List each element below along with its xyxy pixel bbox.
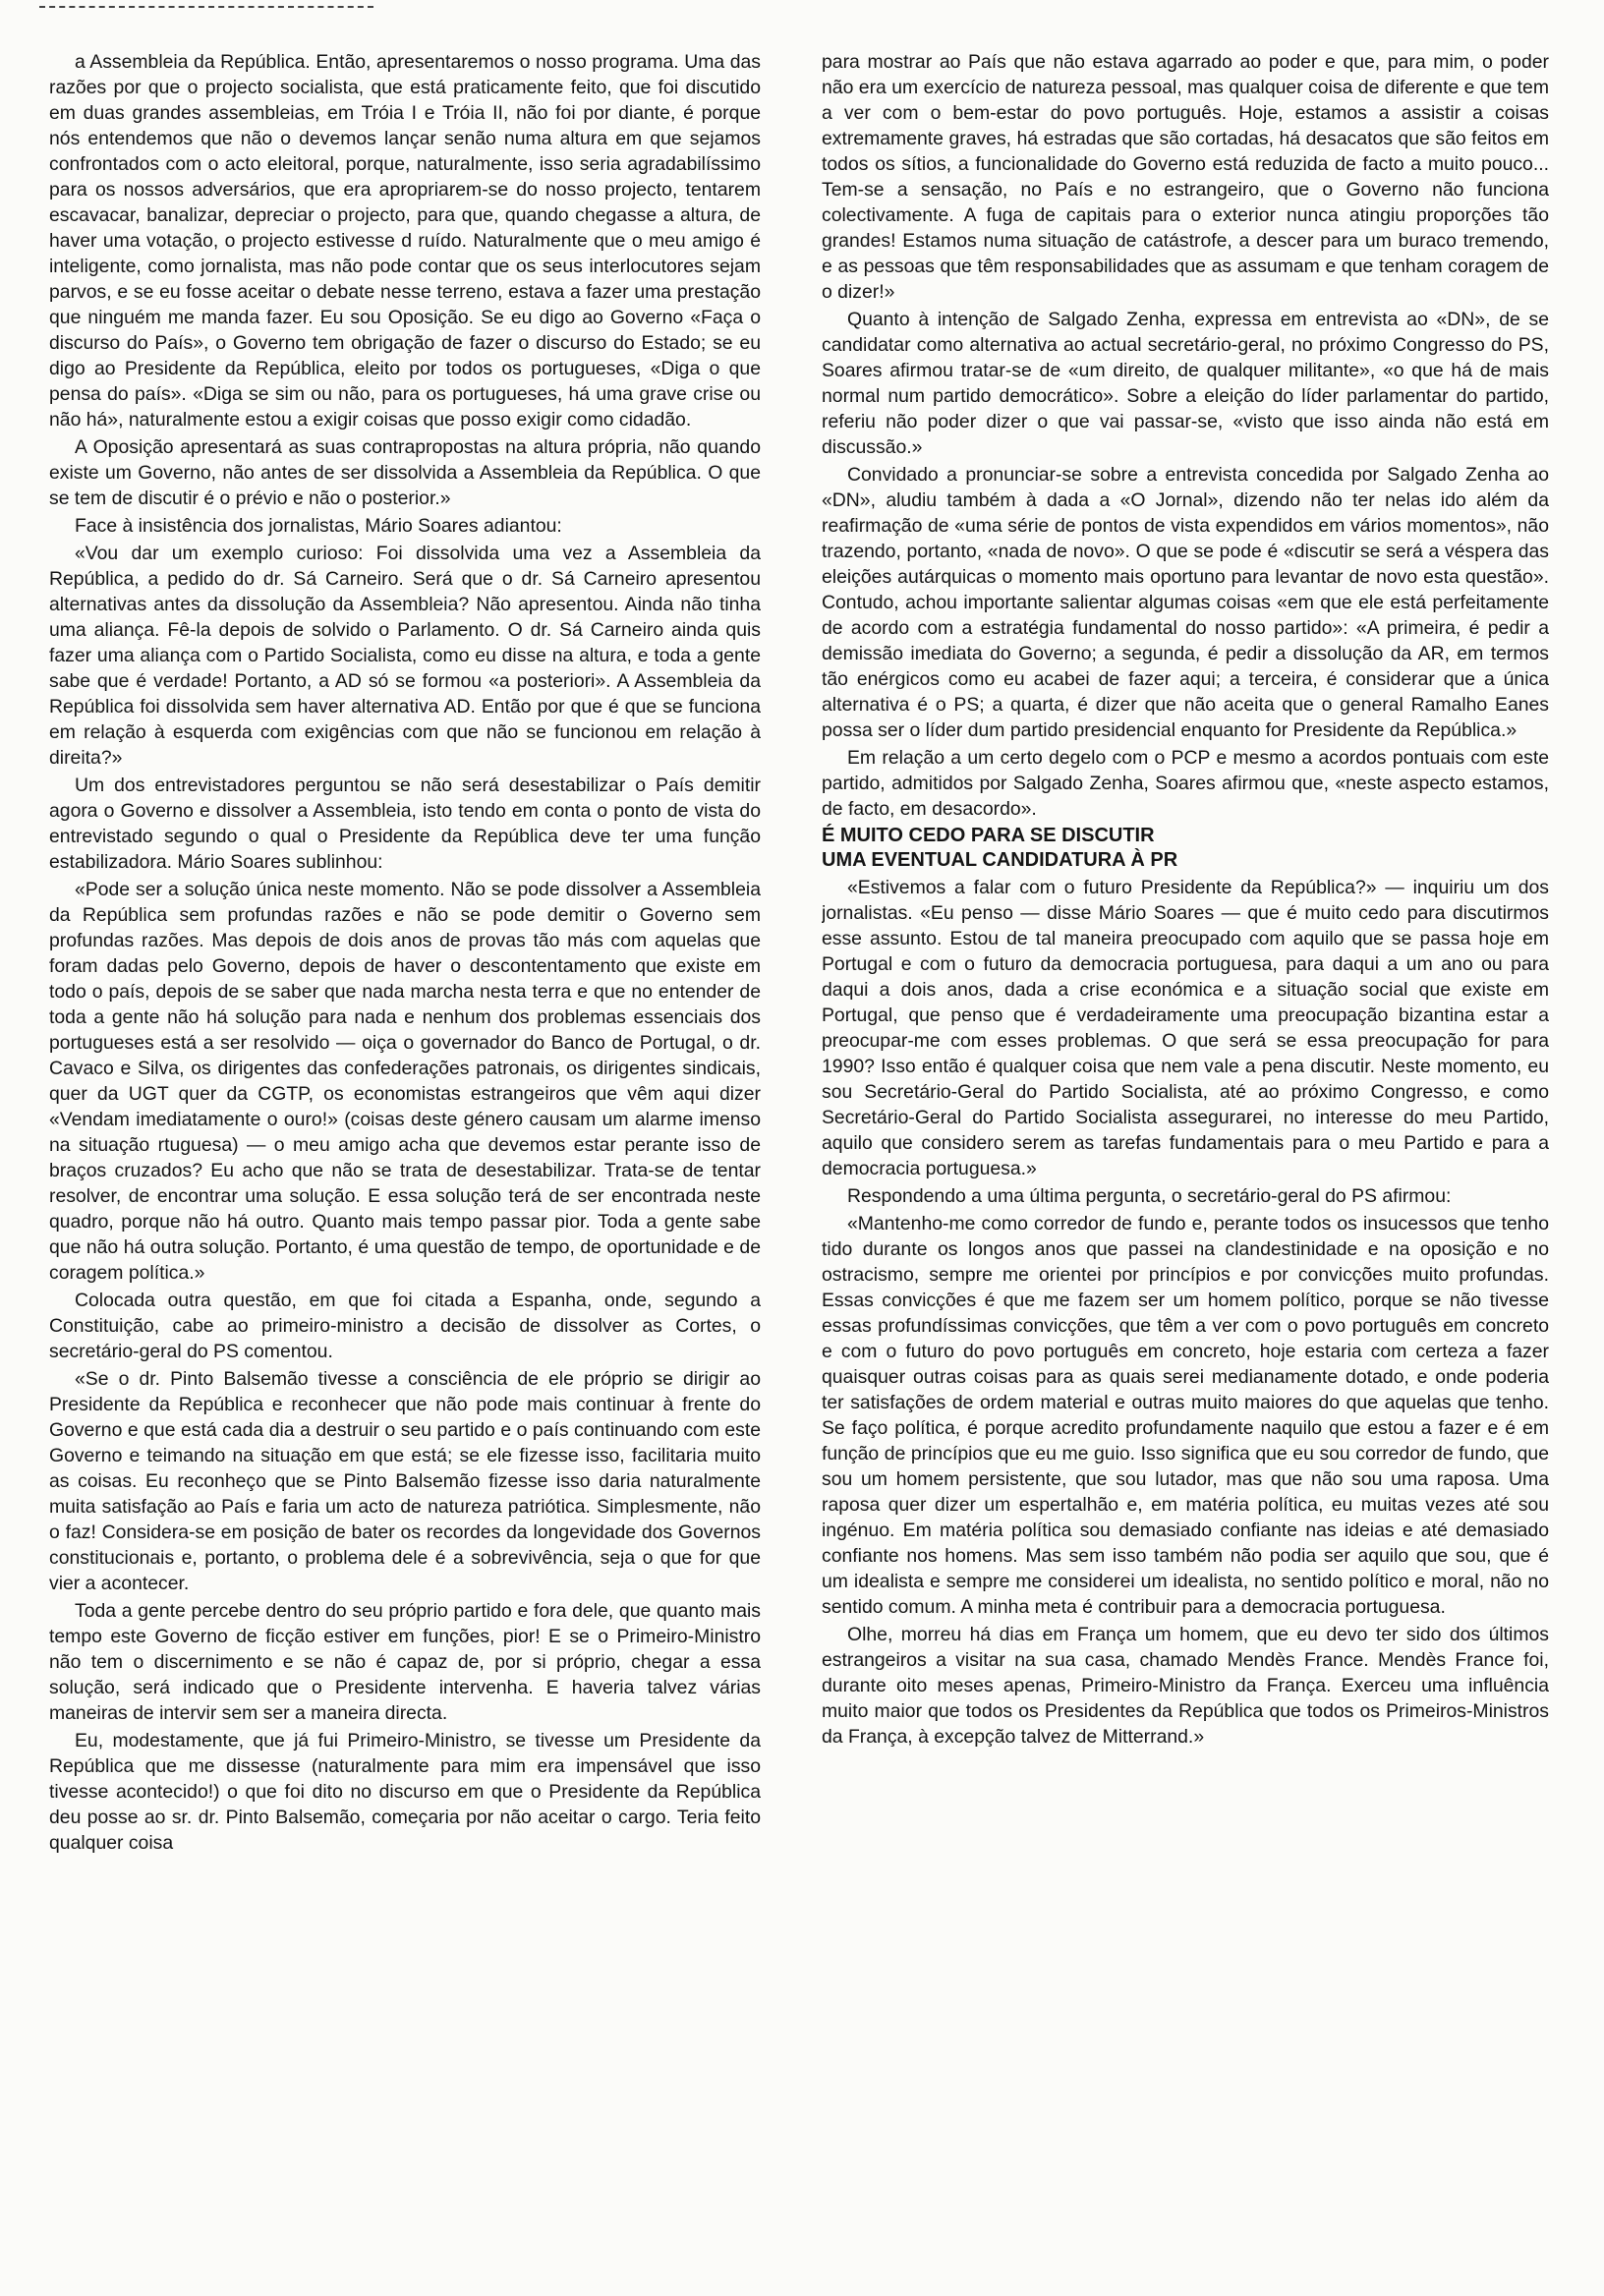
top-rule xyxy=(39,6,373,10)
paragraph: Colocada outra questão, em que foi citada a Espanha, onde, segundo a Constituição, cabe ao primeiro-ministro a decisão de dissolver as Cortes, o secretário-geral do PS comentou. xyxy=(49,1290,761,1362)
paragraph: Olhe, morreu há dias em França um homem, que eu devo ter sido dos últimos estrangeiros a visitar na sua casa, chamado Mendès France. Mendès France foi, durante oito meses apenas, Primeiro-Ministro da França. Exerceu uma influência muito maior que todos os Presidentes da República que todos os Primeiros-Ministros da França, à excepção talvez de Mitterrand.» xyxy=(822,1624,1549,1748)
paragraph: «Estivemos a falar com o futuro Presidente da República?» — inquiriu um dos jornalistas. «Eu penso — disse Mário Soares — que é muito cedo para discutirmos esse assunto. Estou de tal maneira preocupado com aquilo que se passa hoje em Portugal e com o futuro da democracia portuguesa, para daqui a um ano ou para daqui a dois anos, dada a crise económica e a situação social que existe em Portugal, que penso que é verdadeiramente uma preocupação bizantina estar a preocupar-me com esses problemas. O que será se essa preocupação for para 1990? Isso então é qualquer coisa que nem vale a pena discutir. Neste momento, eu sou Secretário-Geral do Partido Socialista, até ao próximo Congresso, e como Secretário-Geral do Partido Socialista assegurarei, no interesse do meu Partido, aquilo que considero serem as tarefas fundamentais para o meu Partido e para a democracia portuguesa.» xyxy=(822,877,1549,1179)
paragraph: «Vou dar um exemplo curioso: Foi dissolvida uma vez a Assembleia da República, a pedido do dr. Sá Carneiro. Será que o dr. Sá Carneiro apresentou alternativas antes da dissolução da Assembleia? Não apresentou. Ainda não tinha uma aliança. Fê-la depois de solvido o Parlamento. O dr. Sá Carneiro ainda quis fazer uma aliança com o Partido Socialista, como eu disse na altura, e toda a gente sabe que é verdade! Portanto, a AD só se formou «a posteriori». A Assembleia da República foi dissolvida sem haver alternativa AD. Então por que é que se funciona em relação à esquerda com exigências com que não se funcionou em relação à direita?» xyxy=(49,543,761,769)
paragraph: para mostrar ao País que não estava agarrado ao poder e que, para mim, o poder não era um exercício de natureza pessoal, mas qualquer coisa de diferente e que tem a ver com o bem-estar do povo português. Hoje, estamos a assistir a coisas extremamente graves, há estradas que são cortadas, há desacatos que são feitos em todos os sítios, a funcionalidade do Governo está reduzida de facto a muito pouco... Tem-se a sensação, no País e no estrangeiro, que o Governo não funciona colectivamente. A fuga de capitais para o exterior nunca atingiu proporções tão grandes! Estamos numa situação de catástrofe, a descer para um buraco tremendo, e as pessoas que têm responsabilidades que as assumam e que tenham coragem de o dizer!» xyxy=(822,51,1549,303)
paragraph: «Mantenho-me como corredor de fundo e, perante todos os insucessos que tenho tido durante os longos anos que passei na clandestinidade e na oposição e no ostracismo, sempre me orientei por princípios e por convicções muito profundas. Essas convicções é que me fazem ser um homem político, porque se não tivesse essas profundíssimas convicções, que têm a ver com o povo português em concreto e com o futuro do povo português em concreto, hoje estaria com certeza a fazer quaisquer outras coisas para as quais serei medianamente dotado, e onde poderia ter satisfações de ordem material e outras muito maiores do que aquelas que tenho. Se faço política, é porque acredito profundamente naquilo que estou a fazer e é em função de princípios que eu me guio. Isso significa que eu sou corredor de fundo, que sou um homem persistente, que sou lutador, mas que não sou uma raposa. Uma raposa quer dizer um espertalhão e, em matéria política, eu muitas vezes até sou ingénuo. Em matéria política sou demasiado confiante nas ideias e até demasiado confiante nos homens. Mas sem isso também não podia ser aquilo que sou, que é um idealista e sempre me considerei um idealista, no sentido político e moral, não no sentido comum. A minha meta é contribuir para a democracia portuguesa. xyxy=(822,1213,1549,1618)
paragraph: Convidado a pronunciar-se sobre a entrevista concedida por Salgado Zenha ao «DN», aludiu também à dada a «O Jornal», dizendo não ter nelas ido além da reafirmação de «uma série de pontos de vista expendidos em vários momentos», não trazendo, portanto, «nada de novo». O que se pode é «discutir se será a véspera das eleições autárquicas o momento mais oportuno para levantar de novo esta questão». Contudo, achou importante salientar algumas coisas «em que ele está perfeitamente de acordo com a estratégia fundamental do nosso partido»: «A primeira, é pedir a demissão imediata do Governo; a segunda, é pedir a dissolução da AR, em termos tão enérgicos como eu acabei de fazer aqui; a terceira, é considerar que a única alternativa é o PS; a quarta, é dizer que não aceita que o general Ramalho Eanes possa ser o líder dum partido presidencial enquanto for Presidente da República.» xyxy=(822,464,1549,741)
right-column xyxy=(822,49,1549,2280)
paragraph: «Se o dr. Pinto Balsemão tivesse a consciência de ele próprio se dirigir ao Presidente da República e reconhecer que não pode mais continuar à frente do Governo e que está cada dia a destruir o seu partido e o país continuando com este Governo e teimando na situação em que está; se ele fizesse isso, facilitaria muito as coisas. Eu reconheço que se Pinto Balsemão fizesse isso daria naturalmente muita satisfação ao País e faria um acto de natureza patriótica. Simplesmente, não o faz! Considera-se em posição de bater os recordes da longevidade dos Governos constitucionais e, portanto, o problema dele é a sobrevivência, seja o que for que vier a acontecer. xyxy=(49,1368,761,1594)
right-column-bottom xyxy=(822,875,1549,1750)
left-column xyxy=(49,49,761,2280)
paragraph: A Oposição apresentará as suas contrapropostas na altura própria, não quando existe um Governo, não antes de ser dissolvida a Assembleia da República. O que se tem de discutir é o prévio e não o posterior.» xyxy=(49,436,761,509)
paragraph: Em relação a um certo degelo com o PCP e mesmo a acordos pontuais com este partido, admitidos por Salgado Zenha, Soares afirmou que, «neste aspecto estamos, de facto, em desacordo». xyxy=(822,747,1549,820)
paragraph: Toda a gente percebe dentro do seu próprio partido e fora dele, que quanto mais tempo este Governo de ficção estiver em funções, pior! E se o Primeiro-Ministro não tem o discernimento e se não é capaz de, por si próprio, chegar a essa solução, será indicado que o Presidente intervenha. E haveria talvez várias maneiras de intervir sem ser a maneira directa. xyxy=(49,1600,761,1724)
paragraph: a Assembleia da República. Então, apresentaremos o nosso programa. Uma das razões por que o projecto socialista, que está praticamente feito, que foi discutido em duas grandes assembleias, em Tróia I e Tróia II, não foi por diante, é porque nós entendemos que não o devemos lançar senão numa altura em que sejamos confrontados com o acto eleitoral, porque, naturalmente, isso seria agradabilíssimo para os nossos adversários, que era apropriarem-se do nosso projecto, tentarem escavacar, banalizar, depreciar o projecto, para que, quando chegasse a altura, de haver uma votação, o projecto estivesse d ruído. Naturalmente que o meu amigo é inteligente, como jornalista, mas não pode contar que os seus interlocutores sejam parvos, e se eu fosse aceitar o debate nesse terreno, estava a fazer uma prestação que ninguém me manda fazer. Eu sou Oposição. Se eu digo ao Governo «Faça o discurso do País», o Governo tem obrigação de fazer o discurso do Estado; se eu digo ao Presidente da República, eleito por todos os portugueses, «Diga o que pensa do país». «Diga se sim ou não, para os portugueses, há uma grave crise ou não há», naturalmente estou a exigir coisas que posso exigir como cidadão. xyxy=(49,51,761,430)
paragraph: Um dos entrevistadores perguntou se não será desestabilizar o País demitir agora o Governo e dissolver a Assembleia, isto tendo em conta o ponto de vista do entrevistado segundo o qual o Presidente da República deve ter uma função estabilizadora. Mário Soares sublinhou: xyxy=(49,775,761,873)
heading-line-1: É MUITO CEDO PARA SE DISCUTIR xyxy=(822,825,1155,846)
paragraph: Quanto à intenção de Salgado Zenha, expressa em entrevista ao «DN», de se candidatar como alternativa ao actual secretário-geral, no próximo Congresso do PS, Soares afirmou tratar-se de «um direito, de qualquer militante», «o que há de mais normal num partido democrático». Sobre a eleição do líder parlamentar do partido, referiu não poder dizer o que vai passar-se, «visto que isso ainda não está em discussão.» xyxy=(822,309,1549,458)
paragraph: Face à insistência dos jornalistas, Mário Soares adiantou: xyxy=(75,515,562,537)
paragraph: Respondendo a uma última pergunta, o secretário-geral do PS afirmou: xyxy=(847,1185,1452,1207)
right-column-top xyxy=(822,49,1549,822)
paragraph: Eu, modestamente, que já fui Primeiro-Ministro, se tivesse um Presidente da República que me dissesse (naturalmente para mim era impensável que isso tivesse acontecido!) o que foi dito no discurso em que o Presidente da República deu posse ao sr. dr. Pinto Balsemão, começaria por não aceitar o cargo. Teria feito qualquer coisa xyxy=(49,1730,761,1854)
section-heading xyxy=(822,824,1549,873)
heading-line-2: UMA EVENTUAL CANDIDATURA À PR xyxy=(822,849,1178,871)
paragraph: «Pode ser a solução única neste momento. Não se pode dissolver a Assembleia da República sem profundas razões e não se pode demitir o Governo sem profundas razões. Mas depois de dois anos de provas tão más com aquelas que foram dadas pelo Governo, depois de haver o descontentamento que existe em todo o país, depois de se saber que nada marcha nesta terra e que no entender de toda a gente não há solução para nada e nenhum dos problemas essenciais dos portugueses está a ser resolvido — oiça o governador do Banco de Portugal, o dr. Cavaco e Silva, os dirigentes das confederações patronais, os dirigentes sindicais, quer da UGT quer da CGTP, os economistas estrangeiros que vêm aqui dizer «Vendam imediatamente o ouro!» (coisas deste género causam um alarme imenso na situação rtuguesa) — o meu amigo acha que devemos estar perante isso de braços cruzados? Eu acho que não se trata de desestabilizar. Trata-se de tentar resolver, de encontrar uma solução. E essa solução terá de ser encontrada neste quadro, porque não há outro. Quanto mais tempo passar pior. Toda a gente sabe que não há outra solução. Portanto, é uma questão de tempo, de oportunidade e de coragem política.» xyxy=(49,879,761,1284)
